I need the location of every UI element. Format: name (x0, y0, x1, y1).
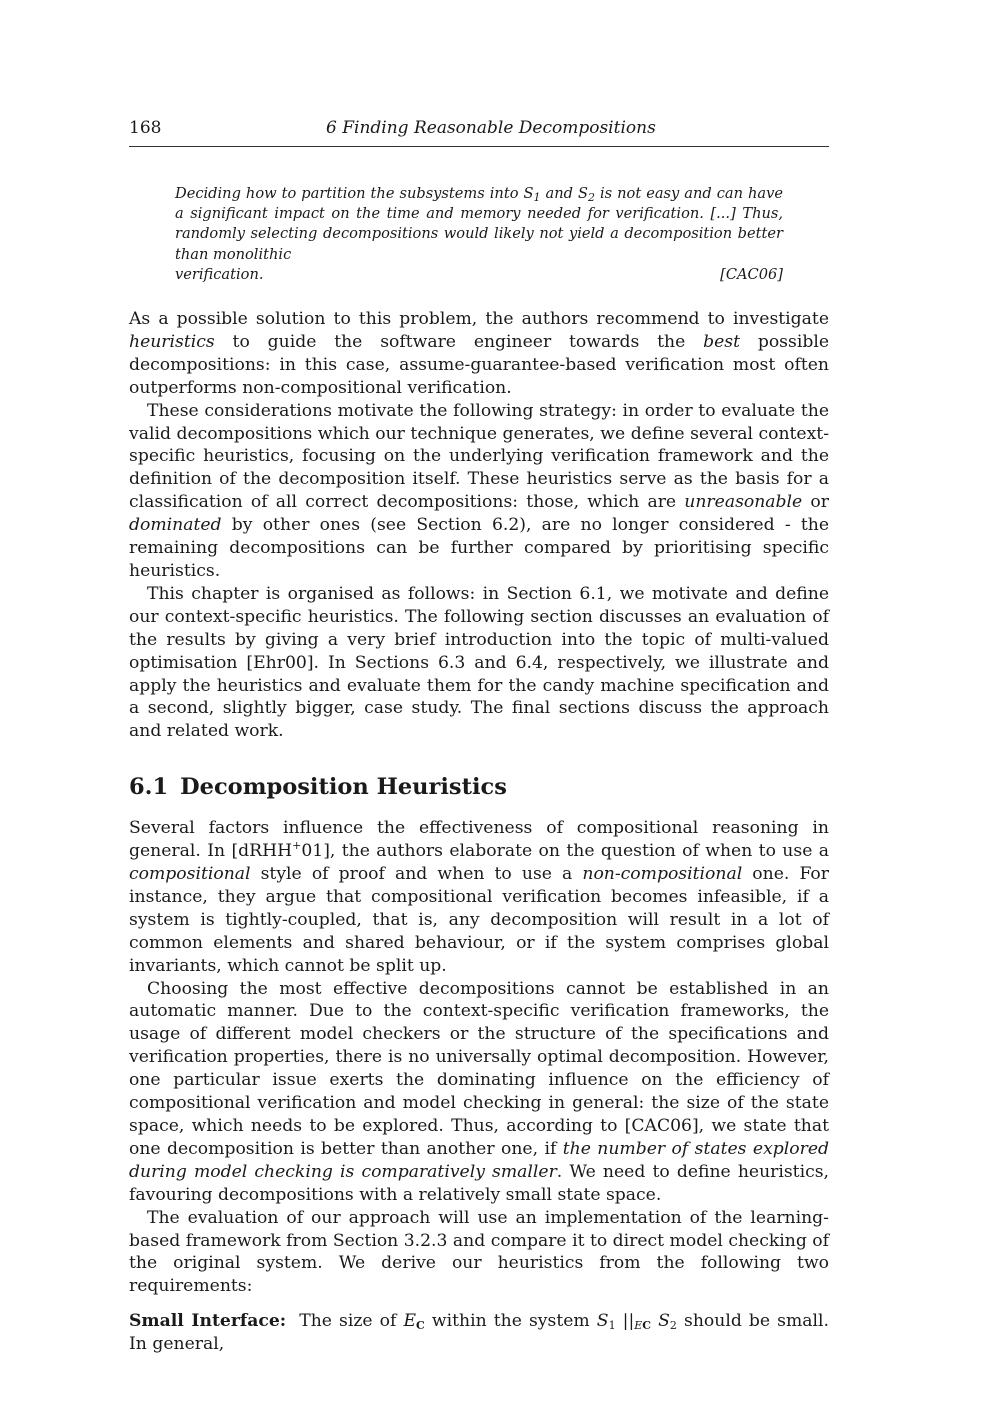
quote-text: Deciding how to partition the subsystems into (175, 185, 524, 202)
page (129, 118, 829, 1356)
paragraph: Several factors influence the effectiveness of compositional reasoning in general. In [dRHH+01], the authors elaborate on the question of when to use a compositional style of proof and when to use a non-compositional one. For instance, they argue that compositional verification becomes infeasible, if a system is tightly-coupled, that is, any decomposition will result in a lot of common elements and shared behaviour, or if the system comprises global invariants, which cannot be split up. (129, 818, 829, 976)
requirement-item: Small Interface: The size of $E_C$ within the system $S_1$ $||_{EC}$ $S_2$ should be small. In general, (129, 1311, 829, 1355)
paragraph: These considerations motivate the following strategy: in order to evaluate the valid decompositions which our technique generates, we define several context-specific heuristics, focusing on the underlying verification framework and the definition of the decomposition itself. These heuristics serve as the basis for a classification of all correct decompositions: those, which are unreasonable or dominated by other ones (see Section 6.2), are no longer considered - the remaining decompositions can be further compared by prioritising specific heuristics. (129, 400, 830, 581)
math-s2: $S_2$ (577, 185, 595, 204)
math-s1: $S_1$ (523, 185, 541, 204)
epigraph-quote (175, 184, 783, 285)
quote-text: and (540, 185, 578, 202)
section-heading (129, 773, 829, 801)
page-number: 168 (129, 118, 162, 138)
paragraph: As a possible solution to this problem, the authors recommend to investigate heuristics to guide the software engineer towards the best possible decompositions: in this case, assume-guarantee-based verification most often outperforms non-compositional verification. (129, 309, 829, 398)
running-header (129, 118, 829, 147)
requirement-label: Small Interface: (129, 1311, 287, 1332)
quote-text: is not easy and can have a significant impact on the time and memory needed for verification. [...] Thus, randomly selecting decompositions would likely not yield a decomposition better than monolithic (175, 185, 783, 263)
quote-last-line (175, 265, 783, 285)
paragraph: The evaluation of our approach will use an implementation of the learning-based framework from Section 3.2.3 and compare it to direct model checking of the original system. We derive our heuristics from the following two requirements: (129, 1207, 829, 1297)
running-title: 6 Finding Reasonable Decompositions (326, 118, 656, 138)
quote-text: verification. (175, 265, 264, 283)
paragraph: This chapter is organised as follows: in Section 6.1, we motivate and define our context-specific heuristics. The following section discusses an evaluation of the results by giving a very brief introduction into the topic of multi-valued optimisation [Ehr00]. In Sections 6.3 and 6.4, respectively, we illustrate and apply the heuristics and evaluate them for the candy machine specification and a second, slightly bigger, case study. The final sections discuss the approach and related work. (129, 583, 829, 742)
paragraph: Choosing the most effective decompositions cannot be established in an automatic manner. Due to the context-specific verification frameworks, the usage of different model checkers or the structure of the specifications and verification properties, there is no universally optimal decomposition. However, one particular issue exerts the dominating influence on the efficiency of compositional verification and model checking in general: the size of the state space, which needs to be explored. Thus, according to [CAC06], we state that one decomposition is better than another one, if the number of states explored during model checking is comparatively smaller. We need to define heuristics, favouring decompositions with a relatively small state space. (129, 978, 830, 1205)
quote-citation: [CAC06] (720, 265, 783, 283)
section-title: Decomposition Heuristics (180, 774, 507, 801)
section-number: 6.1 (129, 774, 169, 801)
